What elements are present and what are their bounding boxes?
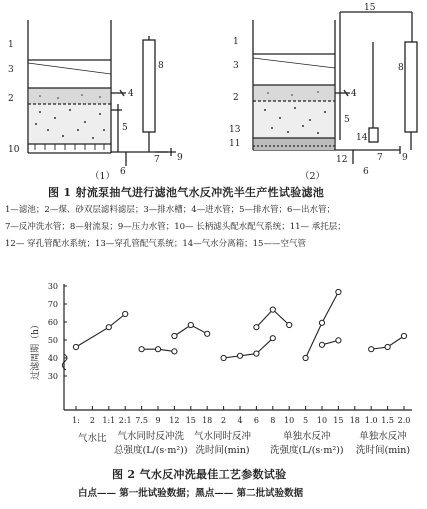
data-point (369, 347, 374, 352)
data-point (205, 331, 210, 336)
y-tick-label: 30 (47, 372, 58, 381)
group-label-gas-water-ratio: 气水比 (78, 433, 107, 444)
left-label-9: 9 (177, 153, 183, 163)
fig1-legend-line-2: 7—反冲洗水管；8—射流泵；9—压力水管；10— 长柄滤头配水配气系统；11— 承托层； (5, 222, 346, 232)
x-tick-label: 8 (270, 416, 276, 425)
series-line (76, 314, 125, 347)
left-label-10: 10 (8, 145, 20, 155)
data-point (385, 344, 390, 349)
right-label-7: 7 (377, 153, 383, 163)
left-jet-pump (143, 40, 155, 132)
x-tick-label: 1:1 (102, 416, 116, 425)
right-sand-layer (254, 101, 334, 138)
data-point (172, 349, 177, 354)
y-tick-label: 30 (47, 282, 58, 291)
data-point (237, 353, 242, 358)
chart-group-labels (58, 430, 418, 470)
data-point (319, 320, 324, 325)
data-point (139, 347, 144, 352)
x-tick-label: 10 (316, 416, 328, 425)
right-support-layer (254, 138, 334, 150)
chart-ylabel: 过滤周期（h） (31, 320, 41, 380)
right-jet-pump (405, 42, 417, 132)
x-tick-label: 2 (221, 416, 227, 425)
left-label-4: 4 (128, 89, 134, 99)
x-tick-label: 1: (72, 416, 80, 425)
data-point (303, 355, 308, 360)
data-point (401, 333, 406, 338)
x-tick-label: 12 (169, 416, 180, 425)
right-separator (369, 128, 378, 142)
right-coal-layer (254, 85, 334, 101)
left-label-8: 8 (158, 61, 164, 71)
right-label-2: 2 (233, 93, 239, 103)
y-tick-label: 70 (47, 300, 58, 309)
right-label-4: 4 (351, 89, 357, 99)
x-tick-label: 2:1 (118, 416, 132, 425)
data-point (106, 325, 111, 330)
data-point (73, 344, 78, 349)
data-point (254, 325, 259, 330)
left-label-3: 3 (8, 65, 14, 75)
data-point (221, 355, 226, 360)
y-tick-label: 40 (47, 354, 58, 363)
left-label-1: 1 (8, 40, 14, 50)
fig1-caption: 图 1 射流泵抽气进行滤池气水反冲洗半生产性试验滤池 (48, 186, 325, 199)
data-point (270, 336, 275, 341)
chart-axis-break (62, 354, 67, 370)
right-label-12: 12 (336, 155, 348, 165)
left-label-2: 2 (8, 94, 14, 104)
group-label-water-intensity: 单独水反冲 洗强度(L/(s·m²)) (270, 431, 344, 456)
fig1-sublabel-left: （1） (90, 171, 116, 182)
y-tick-label: 60 (47, 318, 58, 327)
fig1-legend-line-1: 1—滤池；2—煤、砂双层滤料滤层；3—排水槽；4—进水管；5—排水管；6—出水管； (5, 205, 335, 215)
x-tick-label: 7.5 (135, 416, 148, 425)
x-tick-label: 4 (237, 416, 243, 425)
group-label-simul-time: 气水同时反冲 洗时间(min) (194, 431, 252, 456)
right-label-9: 9 (402, 153, 408, 163)
figure1-diagram (0, 0, 427, 180)
x-tick-label: 2 (89, 416, 95, 425)
data-point (270, 307, 275, 312)
fig1-legend-line-3: 12— 穿孔管配水系统；13—穿孔管配气系统；14—气水分离箱；15——空气管 (5, 239, 306, 249)
data-point (287, 322, 292, 327)
x-tick-label: 6 (253, 416, 259, 425)
right-label-8: 8 (398, 63, 404, 73)
right-label-6: 6 (363, 167, 369, 177)
group-label-water-time: 单独水反冲 洗时间(min) (356, 431, 411, 456)
fig2-note: 白点—— 第一批试验数据；黑点—— 第二批试验数据 (78, 488, 304, 499)
x-tick-label: 1.5 (381, 416, 394, 425)
x-tick-label: 5 (303, 416, 309, 425)
data-point (336, 289, 341, 294)
fig1-sublabel-right: （2） (300, 171, 326, 182)
right-label-3: 3 (233, 61, 239, 71)
right-label-5: 5 (344, 115, 350, 125)
right-label-15: 15 (364, 3, 376, 13)
y-tick-label: 50 (47, 336, 58, 345)
right-label-13: 13 (229, 125, 241, 135)
right-label-14: 14 (356, 133, 368, 143)
x-tick-label: 9 (155, 416, 161, 425)
left-label-7: 7 (154, 155, 160, 165)
fig2-caption: 图 2 气水反冲洗最佳工艺参数试验 (112, 468, 287, 481)
x-tick-label: 15 (333, 416, 344, 425)
data-point (188, 322, 193, 327)
data-point (155, 347, 160, 352)
right-label-11: 11 (229, 139, 241, 149)
data-point (319, 342, 324, 347)
left-coal-layer (29, 88, 110, 104)
right-label-1: 1 (233, 37, 239, 47)
left-label-5: 5 (122, 123, 128, 133)
series-line (224, 338, 273, 358)
x-tick-label: 18 (202, 416, 213, 425)
left-label-6: 6 (120, 167, 126, 177)
data-point (172, 333, 177, 338)
data-point (336, 338, 341, 343)
data-point (123, 311, 128, 316)
x-tick-label: 18 (349, 416, 360, 425)
data-point (254, 351, 259, 356)
x-tick-label: 15 (185, 416, 196, 425)
group-label-total-intensity: 气水同时反冲洗 总强度(L/(s·m²)) (114, 431, 188, 456)
x-tick-label: 10 (284, 416, 295, 425)
x-tick-label: 1.0 (364, 416, 378, 425)
x-tick-label: 2.0 (397, 416, 411, 425)
